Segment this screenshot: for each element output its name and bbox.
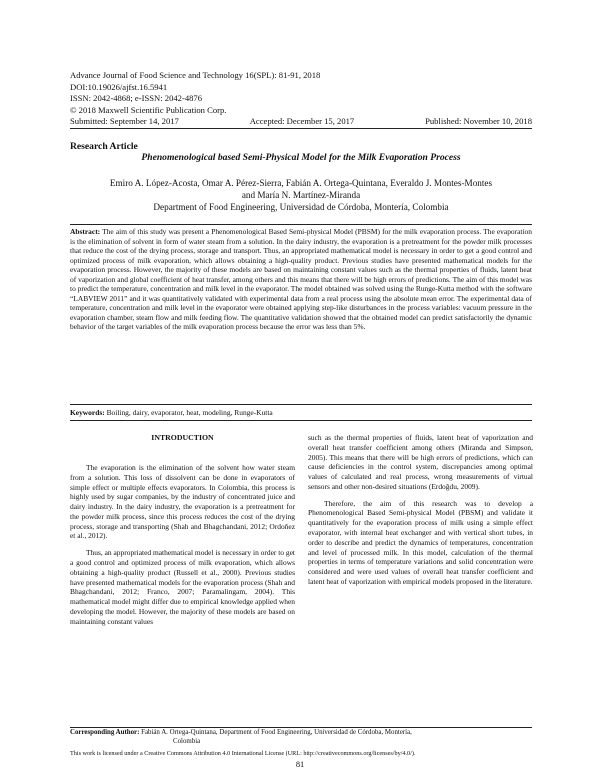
keywords-label: Keywords:	[70, 408, 105, 417]
abstract-bottom-divider	[70, 404, 532, 405]
corresponding-author-text: Fabián A. Ortega-Quintana, Department of Food Engineering, Universidad de Córdoba, Montería,	[141, 729, 412, 736]
abstract	[70, 227, 532, 332]
corresponding-author	[70, 729, 532, 746]
keywords-text: Boiling, dairy, evaporator, heat, modeling, Runge-Kutta	[106, 408, 273, 417]
corresponding-author-label: Corresponding Author:	[70, 729, 140, 736]
journal-citation: Advance Journal of Food Science and Technology 16(SPL): 81-91, 2018	[70, 70, 321, 80]
published-date: Published: November 10, 2018	[425, 116, 532, 126]
journal-header	[70, 70, 320, 116]
paragraph: The evaporation is the elimination of the solvent how water steam from a solution. This loss of dissolvent can be done in evaporators of simple effect or multiple effects evaporators. In Colombia, this process is highly used by sugar companies, by the industry of concentrated juice and dairy industry. In the dairy industry, the evaporation is a pretreatment for the powder milk process, since this process reduces the cost of the drying process, storage and transporting (Shah and Bhagchandani, 2012; Ordoñez et al., 2012).	[70, 463, 295, 541]
submitted-date: Submitted: September 14, 2017	[70, 116, 179, 126]
paragraph: Thus, an appropriated mathematical model is necessary in order to get a good control and optimized process of milk evaporation, which allows obtaining a high-quality product (Russell et al., 2000). Previous studies have presented mathematical models for the evaporation process (Shah and Bhagchandani, 2012; Franco, 2007; Paramalingam, 2004). This mathematical model might differ due to empirical knowledge applied when developing the model. However, the majority of these models are based on maintaining constant values	[70, 548, 295, 626]
authors-line-2: and María N. Martínez-Miranda	[241, 189, 361, 200]
license-note: This work is licensed under a Creative Commons Attribution 4.0 International License (URL: http://creativecommons.org/licenses/by/4.0/).	[70, 750, 416, 757]
paragraph: Therefore, the aim of this research was to develop a Phenomenological Based Semi-physical Model (PBSM) and validate it quantitatively for the evaporation process of milk using a simple effect evaporator, with internal heat exchanger and with vertical short tubes, in order to describe and predict the dynamics of temperatures, concentration and level of processed milk. In this model, calculation of the thermal properties in terms of temperature variations and solid concentration were considered and were used values of overall heat transfer coefficient and latent heat of vaporization with empirical models proposed in the literature.	[308, 498, 533, 586]
header-divider	[70, 128, 532, 129]
paragraph: such as the thermal properties of fluids, latent heat of vaporization and overall heat transfer coefficient among others (Miranda and Simpson, 2005). This means that there will be high errors of predictions, which can cause deficiencies in the control system, discrepancies among optimal values of calculated and real process, wrong measurements of virtual sensors and other non-desired situations (Erdoğdu, 2009).	[308, 433, 533, 491]
affiliation: Department of Food Engineering, Universidad de Córdoba, Montería, Colombia	[153, 201, 449, 212]
page-number: 81	[295, 760, 305, 769]
authors-line-1: Emiro A. López-Acosta, Omar A. Pérez-Sierra, Fabián A. Ortega-Quintana, Everaldo J. Montes-Montes	[109, 178, 493, 188]
keywords-divider	[70, 420, 532, 421]
corresponding-author-continued: Colombia	[173, 737, 201, 745]
doi: DOI:10.19026/ajfst.16.5941	[70, 81, 168, 92]
abstract-top-divider	[70, 224, 532, 225]
footer-divider	[70, 727, 532, 728]
abstract-label: Abstract:	[70, 227, 101, 236]
issn: ISSN: 2042-4868; e-ISSN: 2042-4876	[70, 93, 203, 103]
keywords	[70, 408, 532, 417]
abstract-text: The aim of this study was present a Phenomenological Based Semi-physical Model (PBSM) for the milk evaporation process. The evaporation is the elimination of solvent in form of water steam from a solution. In the dairy industry, the evaporation is a pretreatment for the powder milk processes that reduce the cost of the drying process, storage and transport. Thus, an appropriated mathematical model is necessary in order to get a good control and optimized process of milk evaporation, which allows obtaining a high-quality product. Previous studies have presented mathematical models for the evaporation process. However, the majority of these models are based on maintaining constant values such as the thermal properties of fluids, latent heat of vaporization and global coefficient of heat transfer, among others and this means that there will be high errors of predictions. The aim of this model was to predict the temperature, concentration and milk level in the evaporator. The model obtained was solved using the Runge-Kutta method with the software “LABVIEW 2011” and it was quantitatively validated with experimental data from a real process using the absolute mean error. The experimental data of temperature, concentration and milk level in the evaporator were obtained applying step-like disturbances in the process variables: vacuum pressure in the evaporation chamber, steam flow and milk feeding flow. The quantitative validation showed that the obtained model can predict satisfactorily the dynamic behavior of the target variables of the milk evaporation process because the error was less than 5%.	[70, 227, 532, 332]
article-title: Phenomenological based Semi-Physical Model for the Milk Evaporation Process	[141, 152, 461, 163]
article-type: Research Article	[70, 141, 138, 152]
right-column	[308, 433, 533, 594]
authors-block	[70, 178, 532, 213]
accepted-date: Accepted: December 15, 2017	[249, 116, 355, 126]
section-heading: INTRODUCTION	[151, 433, 214, 442]
copyright: © 2018 Maxwell Scientific Publication Corp.	[70, 104, 227, 115]
dates-row	[70, 116, 532, 126]
left-column	[70, 433, 295, 634]
